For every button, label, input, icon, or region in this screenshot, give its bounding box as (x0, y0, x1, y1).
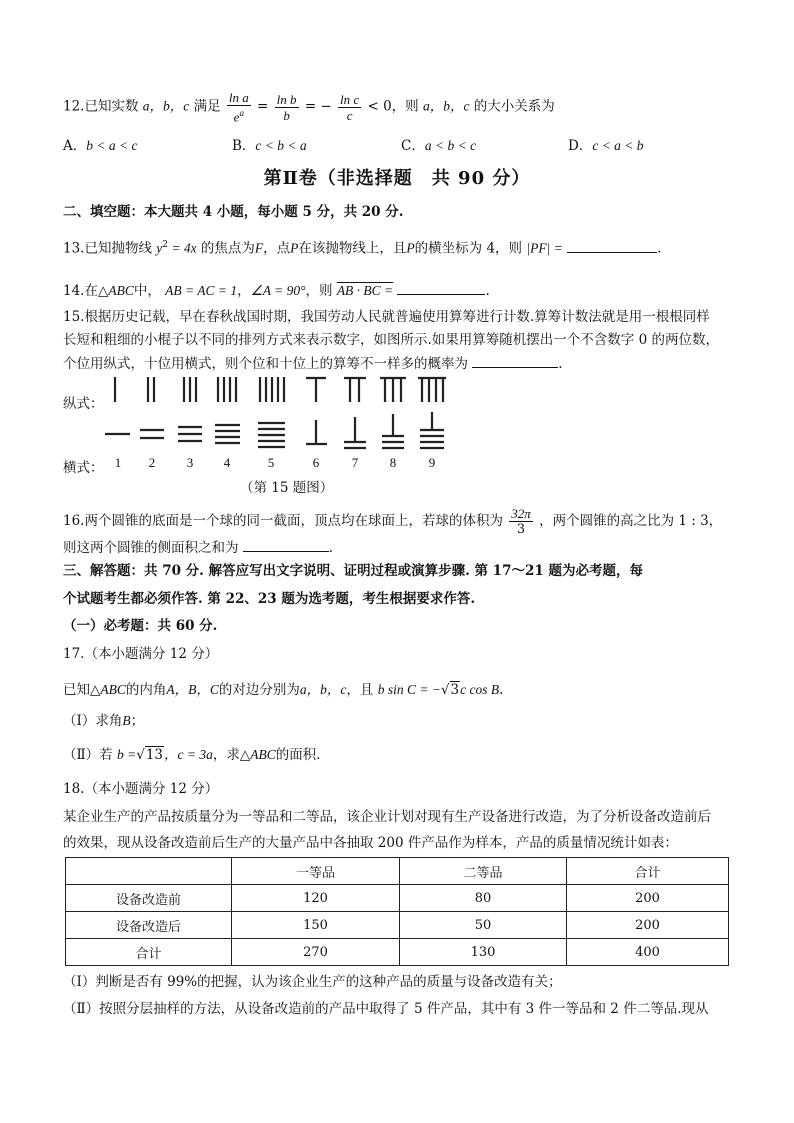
horizontal-form-label: 横式： (63, 460, 104, 476)
q12-frac2-num: ln b (276, 91, 297, 107)
table-header-cell: 一等品 (232, 858, 400, 885)
sqrt-3: 3 (450, 682, 460, 698)
table-row (66, 939, 729, 966)
q18-head: 18.（本小题满分 12 分） (63, 781, 219, 797)
q12-frac2-den: b (283, 107, 290, 123)
table-cell: 设备改造前 (66, 885, 232, 912)
table-cell: 合计 (66, 939, 232, 966)
figure-15-caption: （第 15 题图） (240, 480, 334, 496)
digit-labels (115, 455, 436, 470)
vertical-rods (115, 377, 446, 402)
q12-frac1-num: ln a (228, 90, 249, 105)
table-cell: 80 (400, 885, 567, 912)
section-2-title: 第Ⅱ卷（非选择题 共 90 分） (263, 168, 531, 189)
table-header-cell: 二等品 (400, 858, 567, 885)
q18-line-1: 某企业生产的产品按质量分为一等品和二等品，该企业计划对现有生产设备进行改造，为了分析设备改造前后 (63, 809, 711, 825)
q18-part-1: （Ⅰ）判断是否有 99%的把握，认为该企业生产的这种产品的质量与设备改造有关； (63, 974, 562, 990)
question-13: 13.已知抛物线 $y^2 = 4x$ 的焦点为F，点P在该抛物线上，且P的横坐标为 4，则 |PF| = . (63, 240, 662, 257)
q18-line-2: 的效果，现从设备改造前后生产的大量产品中各抽取 200 件产品作为样本，产品的质量情况统计如表： (63, 835, 678, 851)
q12-fraction-2 (275, 92, 299, 123)
table-header-cell (66, 858, 232, 885)
q14-answer-blank[interactable] (397, 281, 485, 295)
q15-answer-blank[interactable] (472, 354, 558, 368)
q12-vars-2: a，b，c (422, 98, 470, 114)
question-14: 14.在△ABC中， AB = AC = 1，∠A = 90°，则 AB · BC = . (63, 283, 490, 299)
sqrt-13: 13 (145, 747, 164, 763)
q13-curve-y: y (156, 240, 163, 256)
quality-stats-table (65, 857, 729, 966)
digit-label-7: 7 (351, 455, 359, 470)
part3-heading-line2: 个试题考生都必须作答. 第 22、23 题为选考题，考生根据要求作答. (63, 591, 476, 607)
digit-label-5: 5 (267, 455, 275, 470)
table-cell: 200 (567, 912, 729, 939)
digit-label-1: 1 (114, 455, 122, 470)
q12-minus: = − (304, 98, 332, 115)
q17-part-1: （Ⅰ）求角B； (63, 713, 145, 729)
part3-heading-line1: 三、解答题：共 70 分. 解答应写出文字说明、证明过程或演算步骤. 第 17～21 题为必考题，每 (63, 563, 643, 579)
q16-answer-blank[interactable] (243, 538, 329, 552)
q12-frac3-num: ln c (340, 91, 360, 107)
q12-frac1-den-sup: a (239, 108, 244, 118)
table-cell: 400 (567, 939, 729, 966)
table-row (66, 912, 729, 939)
q13-abs-pf: |PF| = (526, 240, 563, 256)
digit-label-2: 2 (148, 455, 156, 470)
table-cell: 130 (400, 939, 567, 966)
q15-line-3: 个位用纵式，十位用横式，则个位和十位上的算筹不一样多的概率为 . (63, 356, 563, 372)
counting-rods-figure (100, 372, 460, 472)
q13-answer-blank[interactable] (567, 239, 657, 253)
table-header-cell: 合计 (567, 858, 729, 885)
q12-vars: a，b，c (142, 98, 190, 114)
table-cell: 200 (567, 885, 729, 912)
table-cell: 设备改造后 (66, 912, 232, 939)
q17-part-2: （Ⅱ）若 b =√13，c = 3a，求△ABC的面积. (63, 747, 321, 763)
digit-label-8: 8 (389, 455, 397, 470)
vertical-form-label: 纵式： (63, 396, 104, 412)
digit-label-6: 6 (312, 455, 320, 470)
q12-lt0: < 0，则 (367, 98, 419, 115)
q12-option-a: A．b < a < c (63, 138, 138, 154)
required-questions-heading: （一）必考题：共 60 分. (63, 618, 218, 634)
q12-frac3-den: c (346, 107, 353, 123)
table-cell: 120 (232, 885, 400, 912)
digit-label-3: 3 (186, 455, 194, 470)
q12-prefix: 12.已知实数 (63, 98, 139, 115)
q16-line-2: 则这两个圆锥的侧面积之和为 . (63, 540, 334, 556)
fill-in-heading: 二、填空题：本大题共 4 小题，每小题 5 分，共 20 分. (63, 204, 404, 220)
q12-fraction-3 (338, 92, 361, 123)
q15-line-1: 15.根据历史记载，早在春秋战国时期，我国劳动人民就普遍使用算筹进行计数.算筹计数法就是用一根根同样 (63, 309, 710, 325)
digit-label-9: 9 (428, 455, 436, 470)
q14-vector-product: AB · BC = (336, 283, 394, 298)
table-header-row (66, 858, 729, 885)
q18-part-2: （Ⅱ）按照分层抽样的方法，从设备改造前的产品中取得了 5 件产品，其中有 3 件一等品和 2 件二等品.现从 (63, 1001, 709, 1017)
q12-option-b: B．c < b < a (232, 138, 307, 154)
table-row (66, 885, 729, 912)
table-cell: 150 (232, 912, 400, 939)
q16-sphere-volume-fraction: $\frac{32\pi}{3}$ (511, 506, 531, 537)
q12-fraction-1 (227, 90, 251, 124)
q12-tail: 的大小关系为 (473, 98, 555, 115)
digit-label-4: 4 (223, 455, 231, 470)
q12-option-c: C．a < b < c (401, 138, 477, 154)
q12-option-d: D．c < a < b (568, 138, 644, 154)
table-cell: 50 (400, 912, 567, 939)
question-12: 12.已知实数 a，b，c 满足 $\frac{\text{ln a}}{e^a}$ = $\frac{\text{ln b}}{b}$ = − $\frac{\text{ln c}}{c}$ < 0，则 a，b，c 的大小关系为 (63, 90, 555, 125)
q17-head: 17.（本小题满分 12 分） (63, 646, 219, 662)
q12-satisfy: 满足 (193, 98, 221, 115)
question-16: 16.两个圆锥的底面是一个球的同一截面，顶点均在球面上，若球的体积为 $\frac{32\pi}{3}$ ，两个圆锥的高之比为 1 : 3， (63, 506, 723, 537)
q17-stem: 已知△ABC的内角A，B，C的对边分别为a，b，c，且 b sin C = −√3c cos B. (63, 682, 504, 698)
horizontal-rods (105, 412, 444, 448)
q15-line-2: 长短和粗细的小棍子以不同的排列方式来表示数字，如图所示.如果用算筹随机摆出一个不含数字 0 的两位数， (63, 332, 719, 348)
table-cell: 270 (232, 939, 400, 966)
q12-frac1-den: e (233, 109, 240, 125)
